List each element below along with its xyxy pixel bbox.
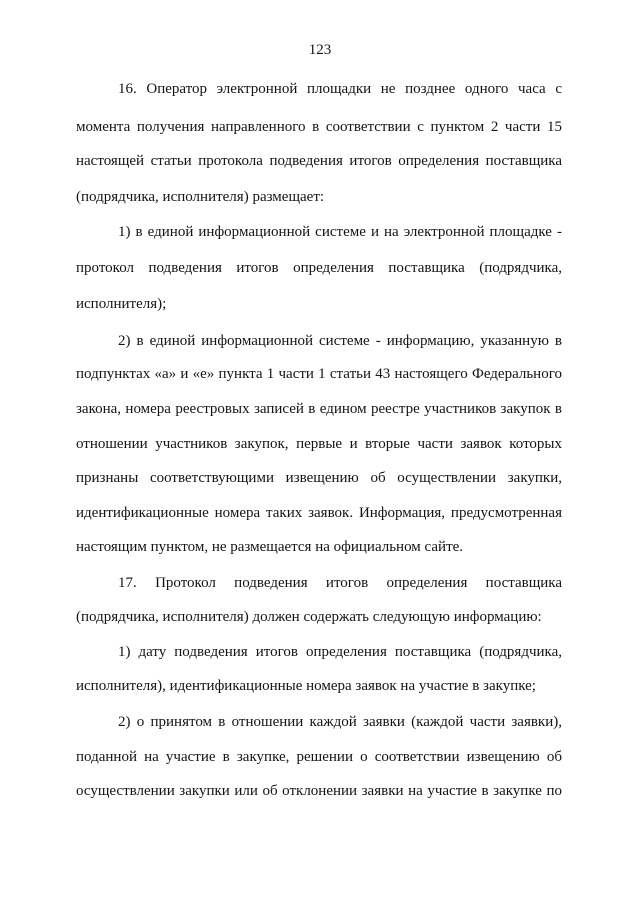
- text-line: 1) дату подведения итогов определения поставщика (подрядчика,: [118, 644, 562, 660]
- text-line: 17. Протокол подведения итогов определения поставщика: [118, 575, 562, 591]
- text-line: протокол подведения итогов определения поставщика (подрядчика,: [76, 260, 562, 276]
- text-line: настоящей статьи протокола подведения итогов определения поставщика: [76, 153, 562, 169]
- text-line: настоящим пунктом, не размещается на официальном сайте.: [76, 539, 464, 555]
- text-line: 1) в единой информационной системе и на электронной площадке -: [118, 224, 562, 240]
- text-line: 2) в единой информационной системе - информацию, указанную в: [118, 333, 562, 349]
- text-line: осуществлении закупки или об отклонении заявки на участие в закупке по: [76, 783, 562, 799]
- text-line: 2) о принятом в отношении каждой заявки (каждой части заявки),: [118, 714, 562, 730]
- page-number: 123: [308, 42, 332, 58]
- text-line: признаны соответствующими извещению об осуществлении закупки,: [76, 470, 562, 486]
- text-line: исполнителя);: [76, 296, 167, 312]
- text-line: закона, номера реестровых записей в едином реестре участников закупок в: [76, 401, 562, 417]
- text-line: (подрядчика, исполнителя) должен содержать следующую информацию:: [76, 609, 542, 625]
- text-line: момента получения направленного в соответствии с пунктом 2 части 15: [76, 119, 562, 135]
- text-line: отношении участников закупок, первые и вторые части заявок которых: [76, 436, 562, 452]
- text-line: поданной на участие в закупке, решении о соответствии извещению об: [76, 749, 562, 765]
- text-line: (подрядчика, исполнителя) размещает:: [76, 189, 325, 205]
- text-line: 16. Оператор электронной площадки не позднее одного часа с: [118, 81, 562, 97]
- text-line: исполнителя), идентификационные номера заявок на участие в закупке;: [76, 678, 536, 694]
- text-line: подпунктах «а» и «е» пункта 1 части 1 статьи 43 настоящего Федерального: [76, 366, 562, 382]
- text-line: идентификационные номера таких заявок. Информация, предусмотренная: [76, 505, 562, 521]
